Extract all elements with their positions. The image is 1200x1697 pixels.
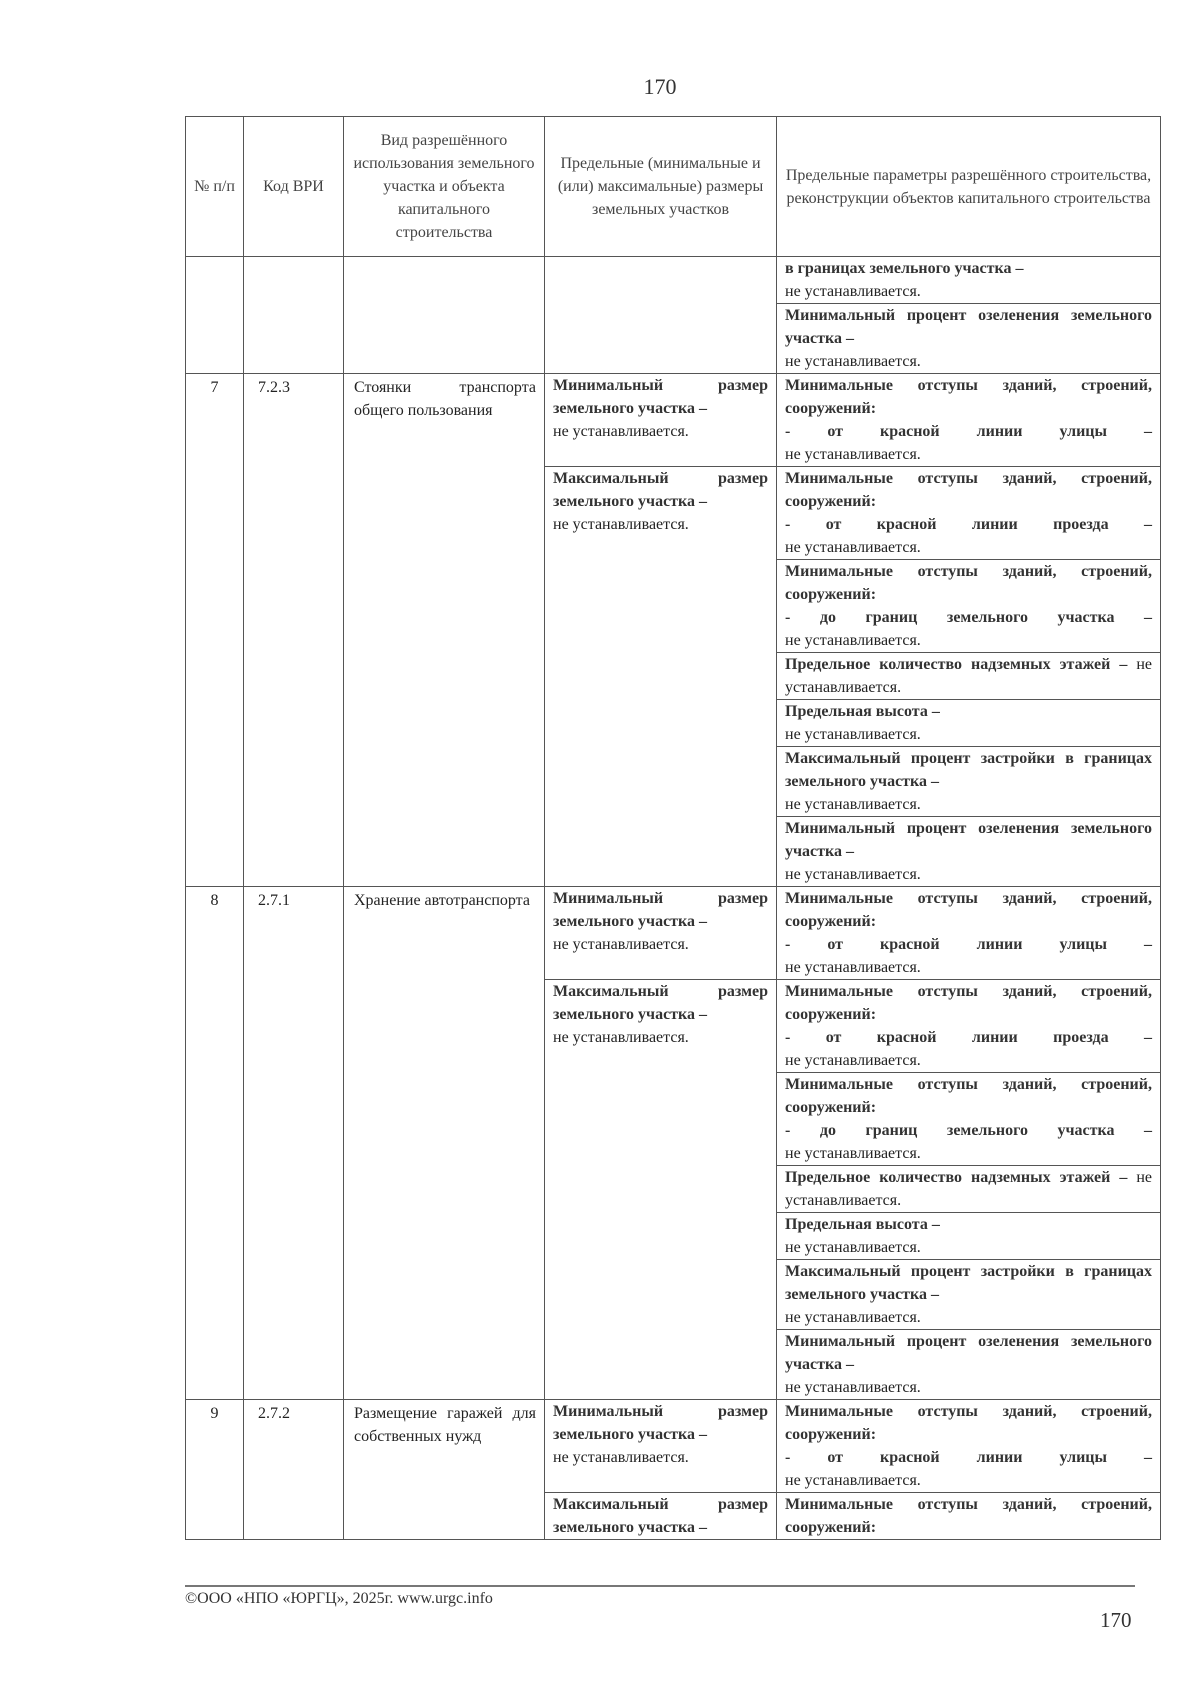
param-bold: в границах земельного участка – — [785, 260, 1024, 277]
otstup-value: не устанавливается. — [785, 632, 921, 649]
floors-value: не устанавливается. — [785, 1169, 1152, 1209]
param-bold: Минимальный процент озеленения земельного участка – — [785, 307, 1152, 347]
otstup-label: Минимальные отступы зданий, строений, сооружений: — [785, 1496, 1152, 1536]
otstup-item: - до границ земельного участка – — [785, 609, 1152, 626]
min-size-label: Минимальный размер земельного участка – — [553, 890, 768, 930]
build-value: не устанавливается. — [785, 1309, 921, 1326]
params-list — [777, 887, 1160, 1399]
min-size-value: не устанавливается. — [553, 1449, 689, 1466]
otstup-value: не устанавливается. — [785, 446, 921, 463]
params-list — [777, 257, 1160, 373]
otstup-item: - от красной линии улицы – — [785, 1449, 1152, 1466]
min-size-value: не устанавливается. — [553, 936, 689, 953]
height-value: не устанавливается. — [785, 726, 921, 743]
table-row-7 — [186, 374, 1161, 887]
otstup-label: Минимальные отступы зданий, строений, сооружений: — [785, 1403, 1152, 1443]
otstup-item: - от красной линии улицы – — [785, 936, 1152, 953]
otstup-item: - от красной линии улицы – — [785, 423, 1152, 440]
green-value: не устанавливается. — [785, 866, 921, 883]
otstup-value: не устанавливается. — [785, 959, 921, 976]
header-code: Код ВРИ — [244, 117, 344, 257]
max-size-value: не устанавливается. — [553, 1029, 689, 1046]
footer-divider — [185, 1585, 1135, 1587]
regulations-table — [185, 116, 1161, 1540]
row-num: 8 — [186, 887, 244, 1400]
row-num: 7 — [186, 374, 244, 887]
green-value: не устанавливается. — [785, 1379, 921, 1396]
page-number-bottom: 170 — [1100, 1608, 1132, 1632]
header-kind: Вид разрешённого использования земельного участка и объекта капитального строительства — [344, 117, 545, 257]
build-label: Максимальный процент застройки в границах земельного участка – — [785, 750, 1152, 790]
params-list — [777, 1400, 1160, 1539]
otstup-label: Минимальные отступы зданий, строений, сооружений: — [785, 1076, 1152, 1116]
min-size-value: не устанавливается. — [553, 423, 689, 440]
header-params: Предельные параметры разрешённого строительства, реконструкции объектов капитального строительства — [777, 117, 1161, 257]
otstup-label: Минимальные отступы зданий, строений, сооружений: — [785, 890, 1152, 930]
otstup-label: Минимальные отступы зданий, строений, сооружений: — [785, 563, 1152, 603]
otstup-value: не устанавливается. — [785, 1145, 921, 1162]
header-size: Предельные (минимальные и (или) максимальные) размеры земельных участков — [545, 117, 777, 257]
table-header-row — [186, 117, 1161, 257]
max-size-label: Максимальный размер земельного участка – — [553, 1496, 768, 1536]
otstup-item: - до границ земельного участка – — [785, 1122, 1152, 1139]
min-size-label: Минимальный размер земельного участка – — [553, 377, 768, 417]
height-label: Предельная высота – — [785, 1216, 940, 1233]
height-value: не устанавливается. — [785, 1239, 921, 1256]
param-value: не устанавливается. — [785, 283, 921, 300]
footer-copyright: ©ООО «НПО «ЮРГЦ», 2025г. www.urgc.info — [185, 1590, 493, 1607]
size-list — [545, 887, 776, 1049]
otstup-label: Минимальные отступы зданий, строений, сооружений: — [785, 377, 1152, 417]
row-name: Стоянки транспорта общего пользования — [344, 374, 545, 887]
min-size-label: Минимальный размер земельного участка – — [553, 1403, 768, 1443]
row-code: 2.7.2 — [244, 1400, 344, 1540]
build-label: Максимальный процент застройки в границах земельного участка – — [785, 1263, 1152, 1303]
max-size-label: Максимальный размер земельного участка – — [553, 983, 768, 1023]
header-num: № п/п — [186, 117, 244, 257]
row-name: Размещение гаражей для собственных нужд — [344, 1400, 545, 1540]
size-list — [545, 374, 776, 536]
green-label: Минимальный процент озеленения земельного участка – — [785, 820, 1152, 860]
max-size-label: Максимальный размер земельного участка – — [553, 470, 768, 510]
otstup-item: - от красной линии проезда – — [785, 1029, 1152, 1046]
floors-label: Предельное количество надземных этажей – — [785, 1169, 1128, 1186]
otstup-label: Минимальные отступы зданий, строений, сооружений: — [785, 983, 1152, 1023]
floors-value: не устанавливается. — [785, 656, 1152, 696]
floors-label: Предельное количество надземных этажей – — [785, 656, 1128, 673]
otstup-item: - от красной линии проезда – — [785, 516, 1152, 533]
page-number-top: 170 — [643, 74, 677, 99]
row-name: Хранение автотранспорта — [344, 887, 545, 1400]
otstup-value: не устанавливается. — [785, 1052, 921, 1069]
size-list — [545, 1400, 776, 1539]
max-size-value: не устанавливается. — [553, 516, 689, 533]
otstup-value: не устанавливается. — [785, 1472, 921, 1489]
otstup-value: не устанавливается. — [785, 539, 921, 556]
height-label: Предельная высота – — [785, 703, 940, 720]
param-value: не устанавливается. — [785, 353, 921, 370]
row-code: 7.2.3 — [244, 374, 344, 887]
table-row-continued — [186, 257, 1161, 374]
table-row-8 — [186, 887, 1161, 1400]
row-code: 2.7.1 — [244, 887, 344, 1400]
row-num: 9 — [186, 1400, 244, 1540]
otstup-label: Минимальные отступы зданий, строений, сооружений: — [785, 470, 1152, 510]
green-label: Минимальный процент озеленения земельного участка – — [785, 1333, 1152, 1373]
build-value: не устанавливается. — [785, 796, 921, 813]
table-row-9 — [186, 1400, 1161, 1540]
params-list — [777, 374, 1160, 886]
